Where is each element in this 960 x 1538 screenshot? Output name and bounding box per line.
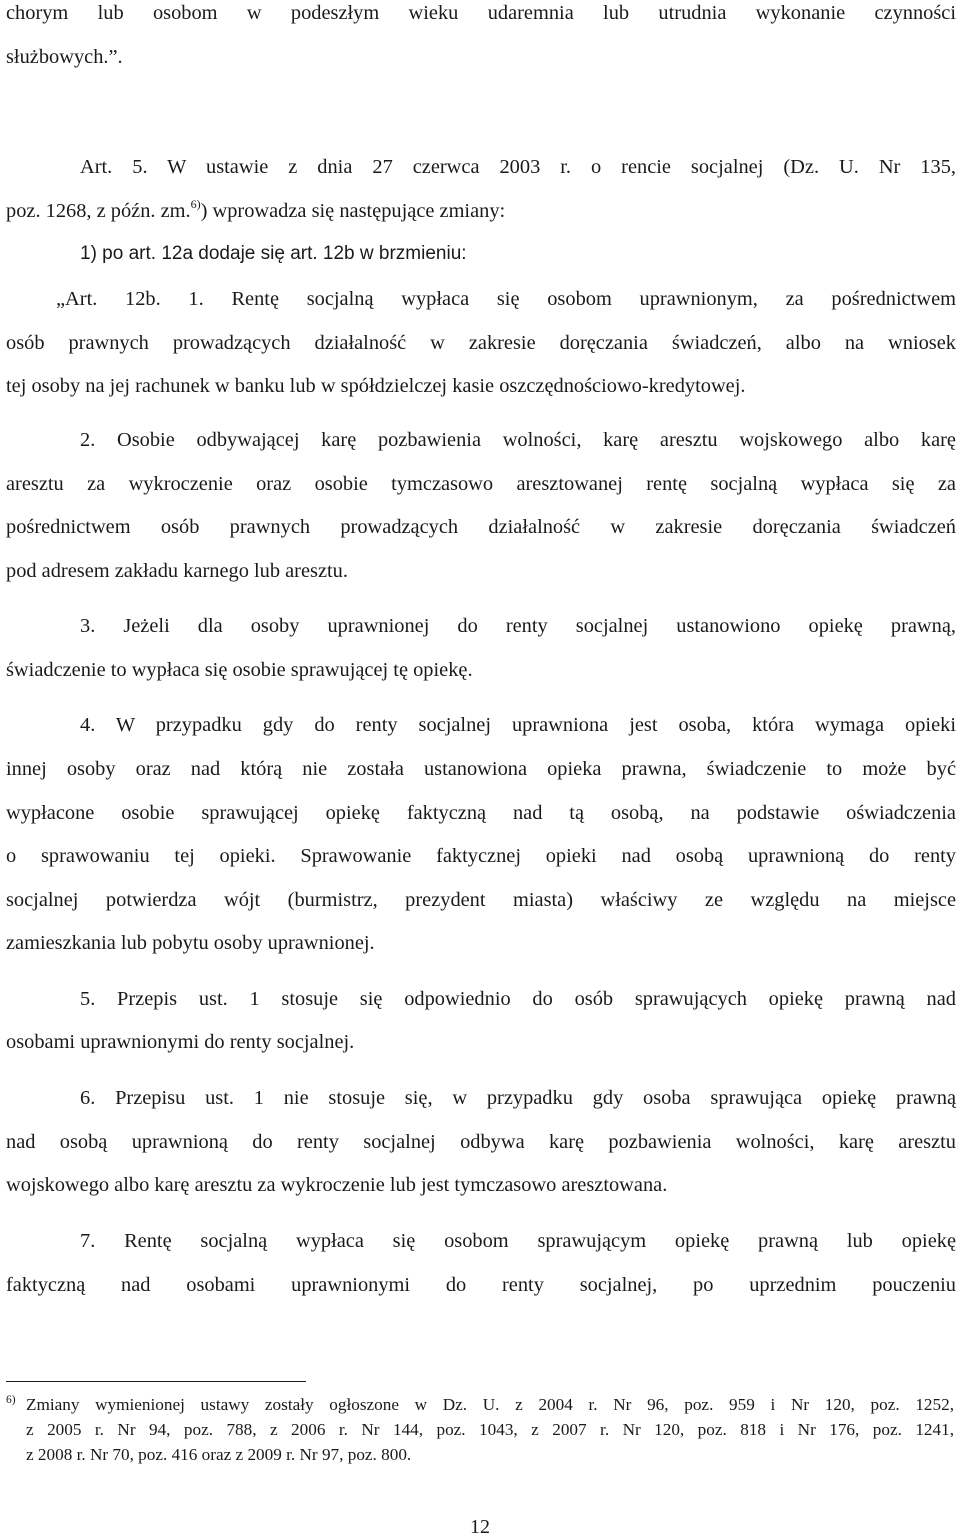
text-line: osobami uprawnionymi do renty socjalnej. — [6, 1031, 355, 1053]
text-line: zamieszkania lub pobytu osoby uprawnionej. — [6, 932, 375, 954]
text-line: socjalnej potwierdza wójt (burmistrz, prezydent miasta) właściwy ze względu na miejsce — [6, 889, 956, 911]
footnote-separator — [6, 1381, 306, 1382]
footnote-reference: 6) — [190, 197, 201, 211]
text-line: „Art. 12b. 1. Rentę socjalną wypłaca się osobom uprawnionym, za pośrednictwem — [56, 288, 956, 310]
text-line: pośrednictwem osób prawnych prowadzących działalność w zakresie doręczania świadczeń — [6, 516, 956, 538]
text-line: służbowych.”. — [6, 46, 123, 68]
text-line: innej osoby oraz nad którą nie została ustanowiona opieka prawna, świadczenie to może być — [6, 758, 956, 780]
list-item: 1) po art. 12a dodaje się art. 12b w brzmieniu: — [80, 243, 467, 264]
text-line: świadczenie to wypłaca się osobie sprawującej tę opiekę. — [6, 659, 473, 681]
text-line: wypłacone osobie sprawującej opiekę faktyczną nad tą osobą, na podstawie oświadczenia — [6, 802, 956, 824]
footnote-marker: 6) — [6, 1394, 16, 1406]
text-line: tej osoby na jej rachunek w banku lub w spółdzielczej kasie oszczędnościowo-kredytowej. — [6, 375, 746, 397]
text-line: faktyczną nad osobami uprawnionymi do renty socjalnej, po uprzednim pouczeniu — [6, 1274, 956, 1296]
text-line: chorym lub osobom w podeszłym wieku udaremnia lub utrudnia wykonanie czynności — [6, 2, 956, 24]
text-line — [6, 198, 956, 224]
text-line: 2. Osobie odbywającej karę pozbawienia wolności, karę aresztu wojskowego albo karę — [80, 429, 956, 451]
page-number: 12 — [470, 1516, 490, 1538]
text-line: 3. Jeżeli dla osoby uprawnionej do renty socjalnej ustanowiono opiekę prawną, — [80, 615, 956, 637]
text-run: ) wprowadza się następujące zmiany: — [200, 200, 506, 222]
text-line: 6. Przepisu ust. 1 nie stosuje się, w przypadku gdy osoba sprawująca opiekę prawną — [80, 1087, 956, 1109]
text-line: aresztu za wykroczenie oraz osobie tymczasowo aresztowanej rentę socjalną wypłaca się za — [6, 473, 956, 495]
text-line: osób prawnych prowadzących działalność w zakresie doręczania świadczeń, albo na wniosek — [6, 332, 956, 354]
text-line: nad osobą uprawnioną do renty socjalnej odbywa karę pozbawienia wolności, karę aresztu — [6, 1131, 956, 1153]
text-line: 5. Przepis ust. 1 stosuje się odpowiednio do osób sprawujących opiekę prawną nad — [80, 988, 956, 1010]
text-line: 4. W przypadku gdy do renty socjalnej uprawniona jest osoba, która wymaga opieki — [80, 714, 956, 736]
footnote-line: z 2005 r. Nr 94, poz. 788, z 2006 r. Nr 144, poz. 1043, z 2007 r. Nr 120, poz. 818 i Nr 176, poz. 1241, — [26, 1420, 954, 1439]
text-run: poz. 1268, z późn. zm. — [6, 200, 191, 222]
text-line: o sprawowaniu tej opieki. Sprawowanie faktycznej opieki nad osobą uprawnioną do renty — [6, 845, 956, 867]
text-line: pod adresem zakładu karnego lub aresztu. — [6, 560, 348, 582]
footnote-line: Zmiany wymienionej ustawy zostały ogłoszone w Dz. U. z 2004 r. Nr 96, poz. 959 i Nr 120, poz. 1252, — [26, 1395, 954, 1414]
footnote-line: z 2008 r. Nr 70, poz. 416 oraz z 2009 r. Nr 97, poz. 800. — [26, 1445, 412, 1464]
article-5-heading: Art. 5. W ustawie z dnia 27 czerwca 2003 r. o rencie socjalnej (Dz. U. Nr 135, — [80, 156, 956, 178]
text-line: 7. Rentę socjalną wypłaca się osobom sprawującym opiekę prawną lub opiekę — [80, 1230, 956, 1252]
text-line: wojskowego albo karę aresztu za wykroczenie lub jest tymczasowo aresztowana. — [6, 1174, 668, 1196]
